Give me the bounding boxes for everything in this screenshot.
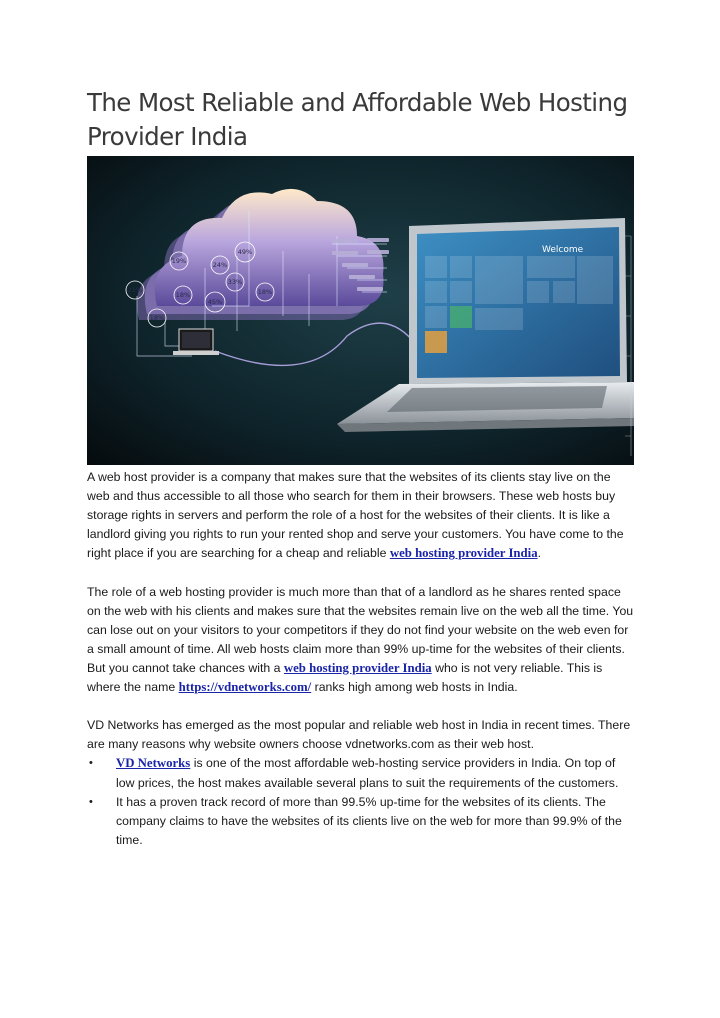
cloud-label: 21% [127,286,143,294]
cloud-label: 33% [227,278,243,286]
bullet-text: is one of the most affordable web-hosting service providers in India. On top of low prices, the host makes available several plans to suit the requirements of the customers. [116,756,619,790]
web-hosting-provider-link[interactable]: web hosting provider India [389,546,538,561]
intro-end: . [537,546,542,561]
paragraph-role [87,583,635,698]
bullet-text: It has a proven track record of more than 99.5% up-time for the websites of its clients. The company claims to have the websites of its clients live on the web for more than 99.9% of the time. [116,794,622,847]
page-title: The Most Reliable and Affordable Web Hosting Provider India [87,88,628,151]
intro-text: A web host provider is a company that makes sure that the websites of its clients stay live on the web and thus accessible to all those who search for them in their browsers. These web hosts buy storage rights in servers and perform the role of a host for the websites of their clients. It is like a landlord giving you rights to run your rented shop and serve your customers. You have come to the right place if you are searching for a cheap and reliable [87,470,624,561]
cloud-hosting-illustration [87,156,634,465]
cloud-label: 45% [207,298,223,306]
vdnetworks-url-link[interactable]: https://vdnetworks.com/ [178,680,312,695]
article-body [87,468,635,850]
role-text-c: ranks high among web hosts in India. [311,680,518,695]
web-hosting-provider-link-2[interactable]: web hosting provider India [283,660,432,675]
cloud-label: 19% [171,257,187,265]
bullet-marker: • [89,757,93,770]
cloud-label: 49% [237,248,253,256]
list-item [89,754,635,792]
cloud-label: 18% [257,288,273,296]
cloud-label: 24% [212,261,228,269]
cloud-label: 18% [149,314,165,322]
role-text-b: who is not very reliable. This is where the name [87,660,603,695]
role-text-a: The role of a web hosting provider is much more than that of a landlord as he shares rented space on the web with his clients and makes sure that the websites remain live on the web all the time. You can lose out on your visitors to your competitors if they do not find your website on the web even for a small amount of time. All web hosts claim more than 99% up-time for the websites of their clients. But you cannot take chances with a [87,584,634,675]
paragraph-vd-networks: VD Networks has emerged as the most popular and reliable web host in India in recent times. There are many reasons why website owners choose vdnetworks.com as their web host. [87,718,631,752]
bullet-marker: • [89,795,93,808]
vd-networks-link[interactable]: VD Networks [116,756,191,771]
screen-welcome-text: Welcome [542,245,584,255]
reasons-list [87,754,635,849]
list-item [89,793,635,850]
cloud-label: 18% [175,291,191,299]
paragraph-intro [87,468,635,563]
small-laptop-icon [173,329,219,355]
hero-image [87,156,634,465]
